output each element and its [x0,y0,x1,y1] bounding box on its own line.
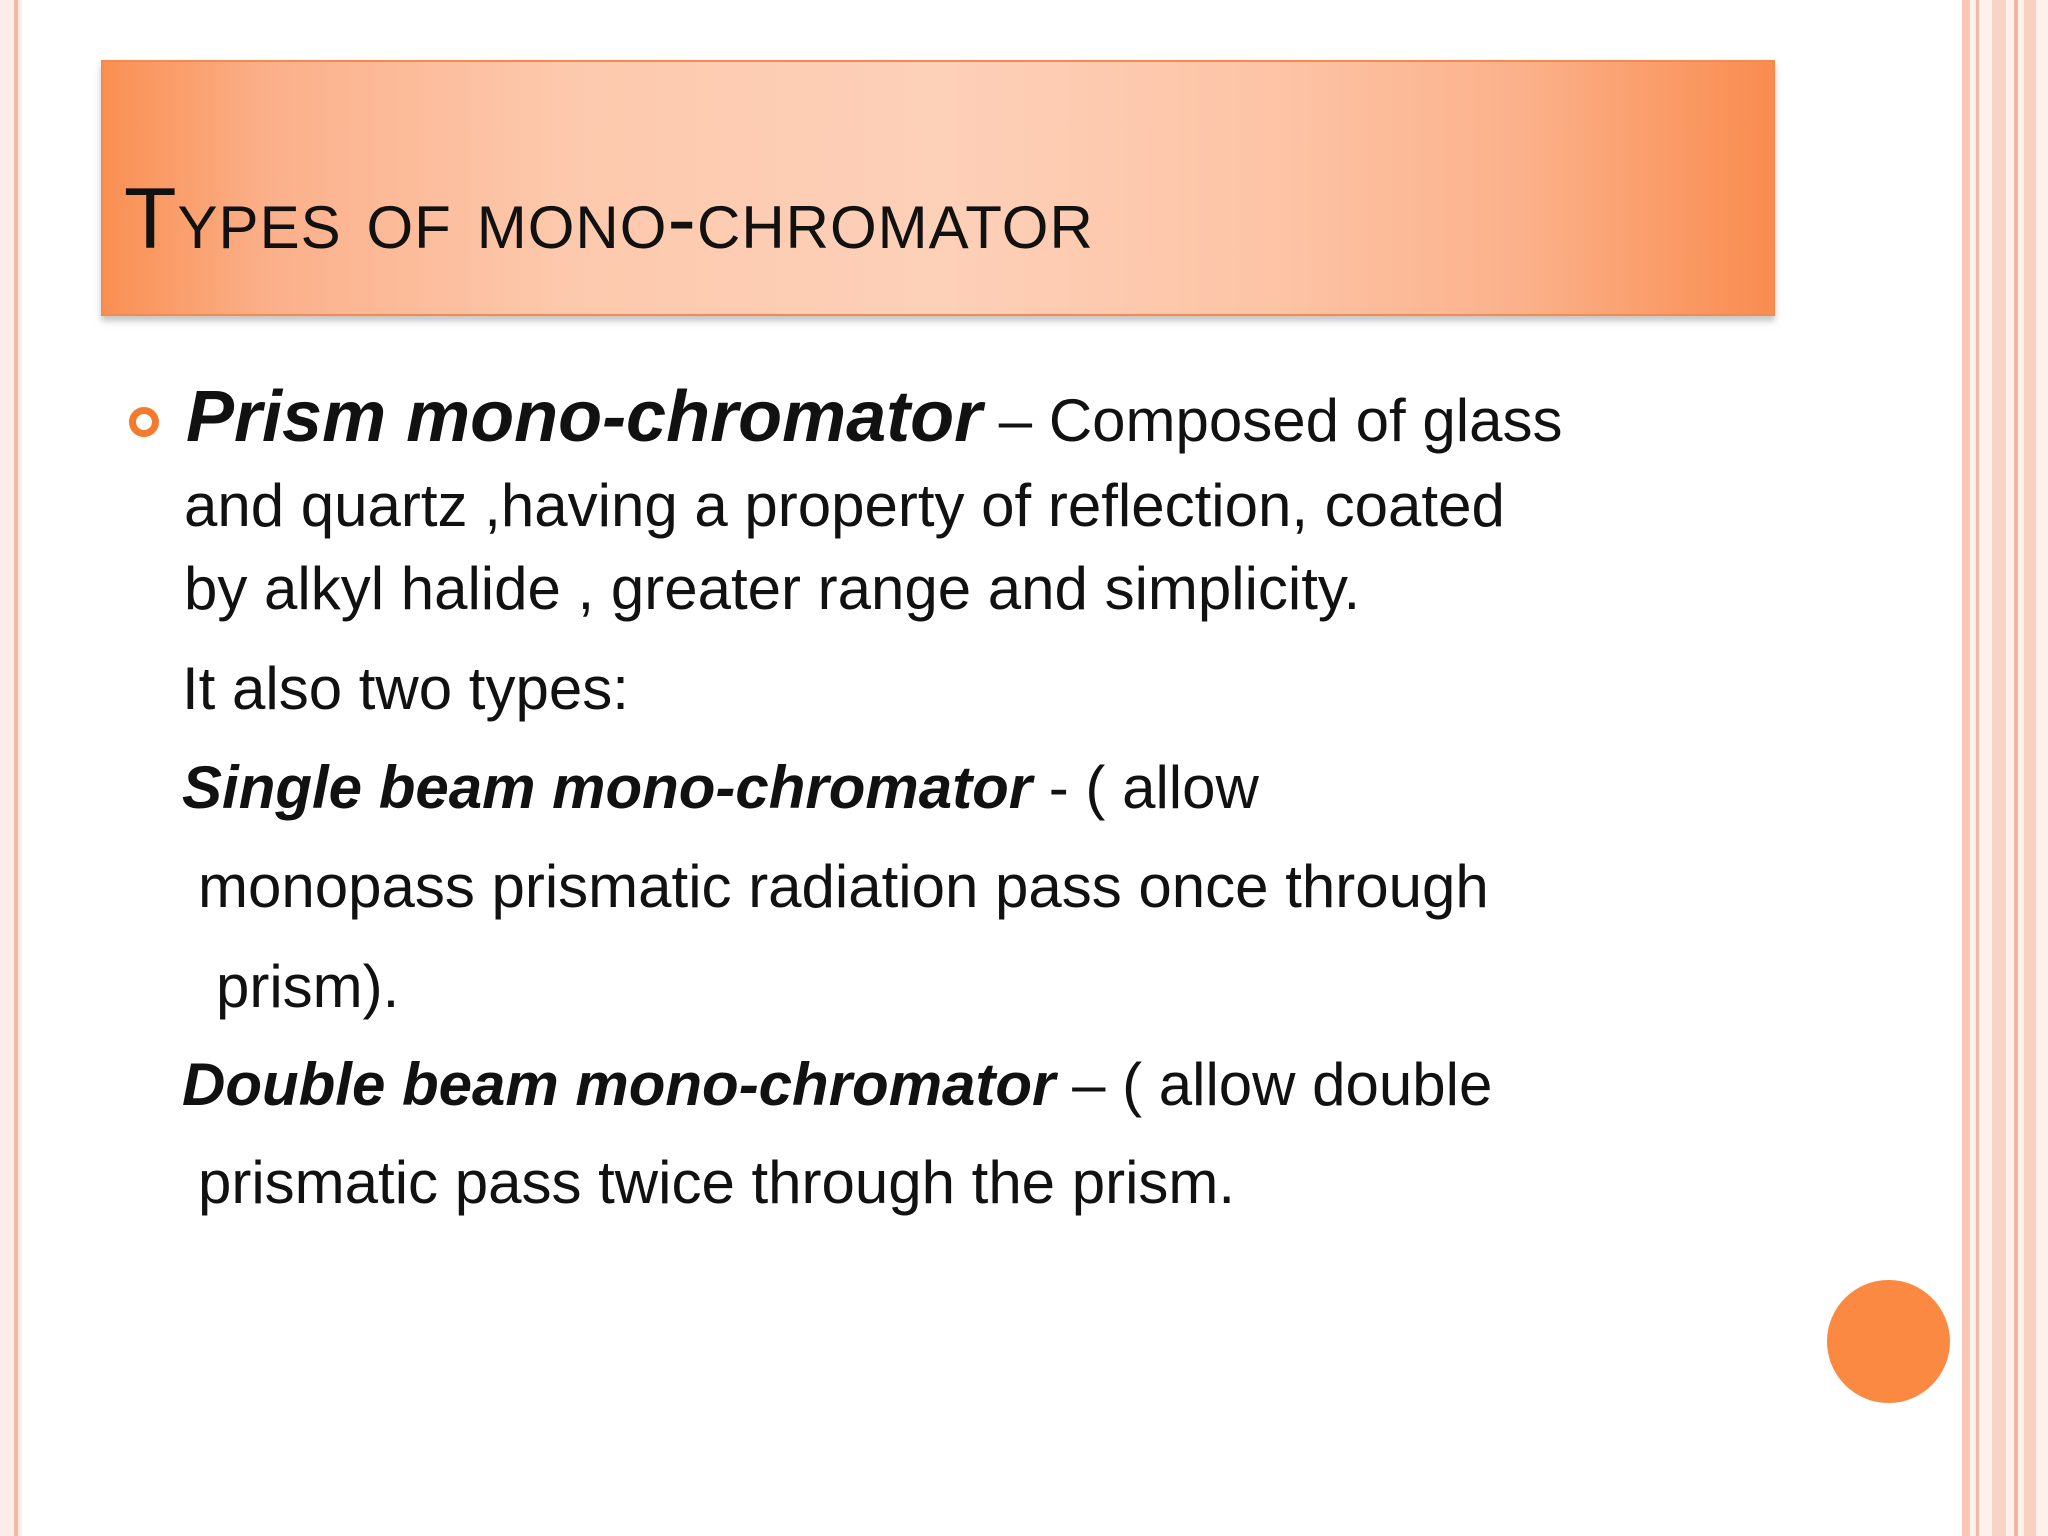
left-border-decoration [0,0,22,1536]
single-line-1-rest: - ( allow [1032,754,1259,821]
single-term: Single beam mono-chromator [182,754,1033,821]
single-line-2: monopass prismatic radiation pass once through [198,853,1489,920]
single-line-3: prism). [216,953,400,1020]
right-stripe [1992,0,2006,1536]
double-line-1-rest: – ( allow double [1055,1051,1493,1118]
single-line-1 [182,753,1259,822]
prism-line-2: and quartz ,having a property of reflection, coated [184,472,1505,539]
double-line-2: prismatic pass twice through the prism. [198,1149,1236,1216]
right-stripe [2024,0,2036,1536]
double-term: Double beam mono-chromator [182,1051,1056,1118]
right-stripe [1962,0,1970,1536]
slide-title: Types of mono-chromator [124,171,1094,267]
left-border-line [14,0,18,1536]
bullet-ring-icon [129,407,159,437]
prism-line-1 [186,376,1562,459]
prism-line-3: by alkyl halide , greater range and simplicity. [184,555,1361,622]
right-stripe [2014,0,2018,1536]
prism-separator: – [982,387,1049,454]
types-intro: It also two types: [182,655,629,722]
double-line-1 [182,1050,1492,1119]
prism-term: Prism mono-chromator [186,377,983,457]
decorative-orange-circle [1827,1280,1950,1403]
prism-line-1-rest: Composed of glass [1048,387,1563,454]
right-stripe [1976,0,1979,1536]
